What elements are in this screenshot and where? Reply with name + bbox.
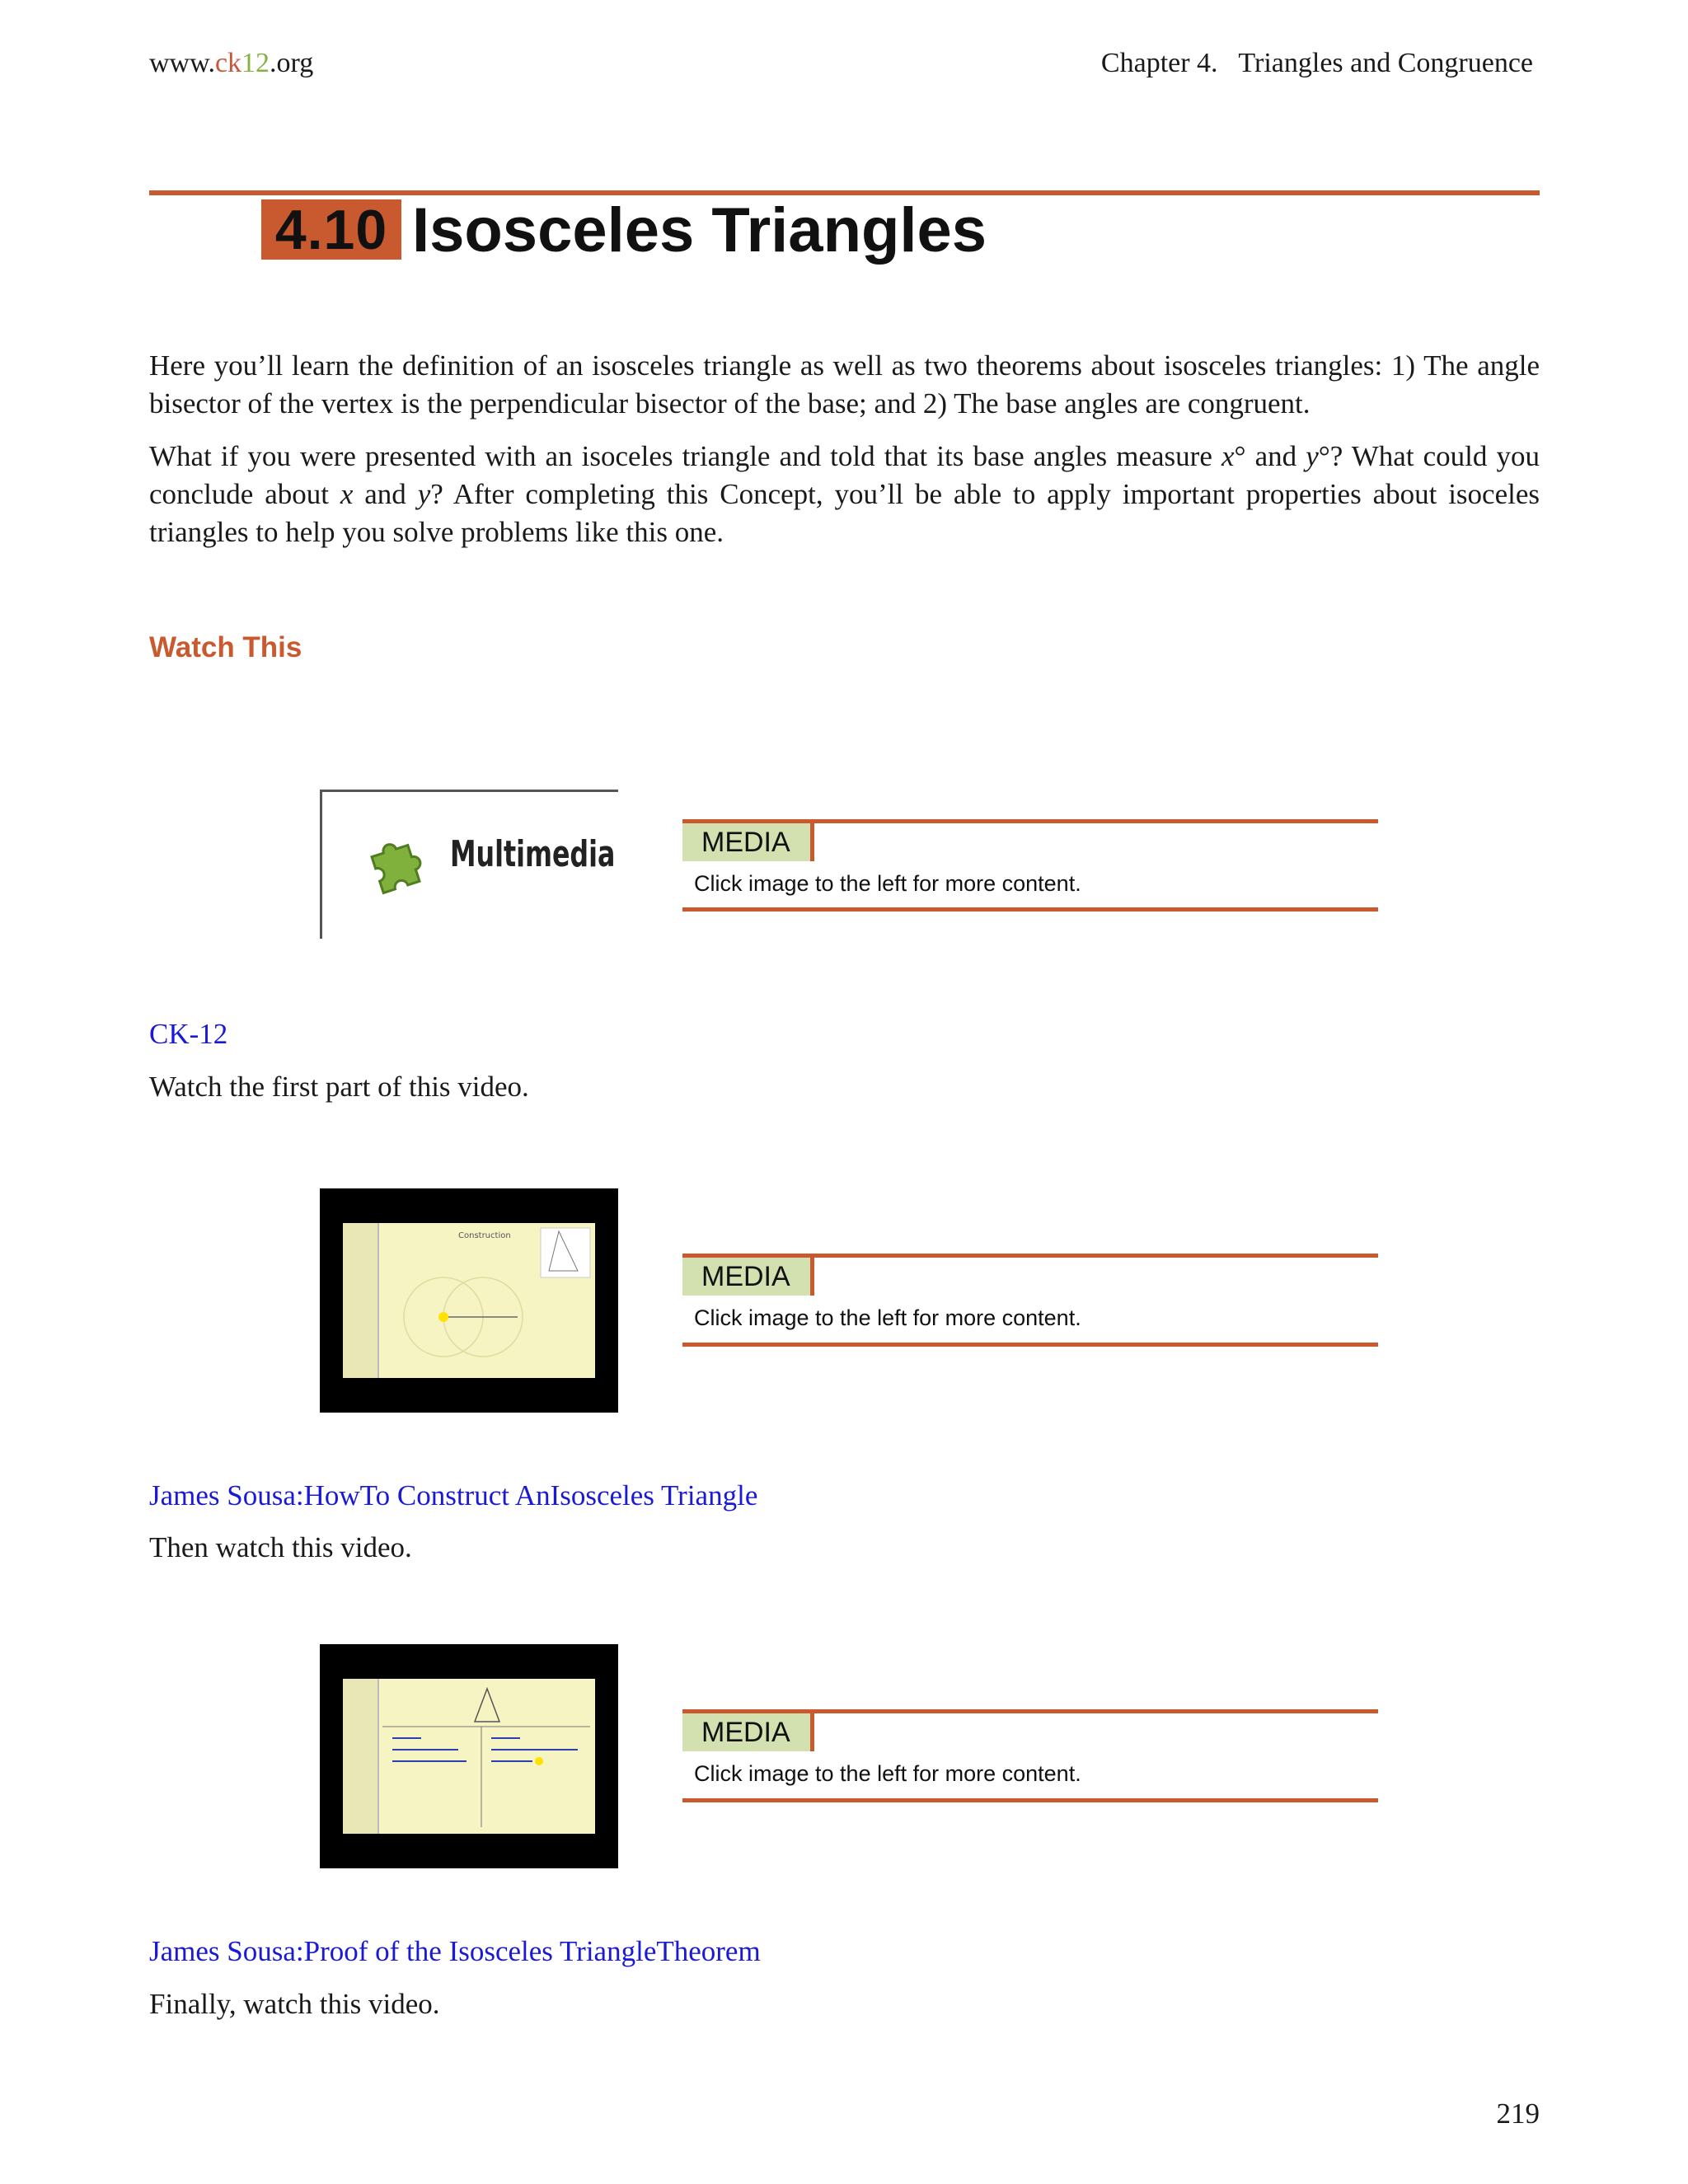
multimedia-thumbnail[interactable] xyxy=(320,790,618,939)
media-rule-bottom xyxy=(682,1343,1378,1347)
sousa-construct-link[interactable]: James Sousa:HowTo Construct AnIsosceles Triangle xyxy=(149,1479,758,1511)
media-caption: Click image to the left for more content. xyxy=(694,1305,1081,1330)
ck12-video-link[interactable]: CK-12 xyxy=(149,1018,228,1050)
intro-paragraph-2: What if you were presented with an isoceles triangle and told that its base angles measure x° and y°? What could you conclude about x and y? After completing this Concept, you’ll be able to apply important properties about isoceles triangles to help you solve problems like this one. xyxy=(149,440,1540,548)
proof-drawing xyxy=(343,1679,595,1834)
media-rule-bottom xyxy=(682,1798,1378,1802)
instruction-text: Then watch this video. xyxy=(149,1531,412,1563)
instruction-text: Watch the first part of this video. xyxy=(149,1071,529,1103)
video-screen xyxy=(343,1223,595,1378)
video-screen xyxy=(343,1679,595,1834)
section-number: 4.10 xyxy=(261,199,401,260)
video-thumbnail-construction[interactable] xyxy=(320,1188,618,1413)
media-tag: MEDIA xyxy=(682,823,814,861)
media-caption: Click image to the left for more content. xyxy=(694,871,1081,896)
chapter-header: Chapter 4. Triangles and Congruence xyxy=(1100,48,1533,78)
intro-paragraph-1: Here you’ll learn the definition of an isosceles triangle as well as two theorems about isosceles triangles: 1) The angle bisector of the vertex is the perpendicular bisector of the base; and 2) The base angles are congruent. xyxy=(149,349,1540,419)
media-tag: MEDIA xyxy=(682,1258,814,1296)
page-number: 219 xyxy=(1496,2097,1540,2130)
section-title: Isosceles Triangles xyxy=(412,195,987,265)
media-tag: MEDIA xyxy=(682,1713,814,1751)
instruction-text: Finally, watch this video. xyxy=(149,1988,440,2020)
video-thumbnail-proof[interactable] xyxy=(320,1644,618,1868)
multimedia-label: Multimedia xyxy=(450,833,616,875)
watch-this-heading: Watch This xyxy=(149,631,302,663)
site-url[interactable]: www.ck12.org xyxy=(149,48,314,78)
construction-label: Construction xyxy=(458,1231,511,1240)
construction-drawing xyxy=(343,1223,595,1378)
sousa-proof-link[interactable]: James Sousa:Proof of the Isosceles TriangleTheorem xyxy=(149,1935,761,1967)
media-caption: Click image to the left for more content. xyxy=(694,1761,1081,1786)
media-rule-bottom xyxy=(682,907,1378,912)
puzzle-icon xyxy=(359,829,434,903)
